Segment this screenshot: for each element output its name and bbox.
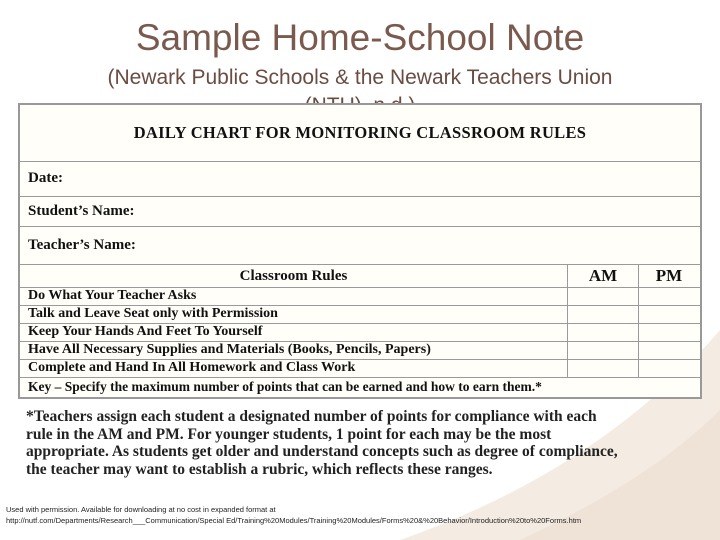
- key-row: Key – Specify the maximum number of points that can be earned and how to earn them.*: [28, 379, 542, 394]
- source-credit: [6, 504, 718, 526]
- footnote-line: appropriate. As students get older and understand concepts such as degree of compliance,: [26, 443, 618, 460]
- rule-am-cell: [568, 305, 639, 323]
- rule-am-cell: [568, 359, 639, 377]
- date-row: [20, 161, 700, 197]
- rule-row: [20, 341, 700, 360]
- footnote-line: *Teachers assign each student a designated number of points for compliance with each: [26, 408, 597, 425]
- rule-row: [20, 305, 700, 324]
- rule-am-cell: [568, 323, 639, 341]
- rules-header-row: [20, 265, 700, 288]
- rule-text: Do What Your Teacher Asks: [20, 287, 568, 305]
- footnote-line: the teacher may want to establish a rubric, which reflects these ranges.: [26, 460, 493, 478]
- daily-chart: [18, 103, 702, 399]
- rule-text: Complete and Hand In All Homework and Class Work: [20, 359, 568, 377]
- rule-text: Keep Your Hands And Feet To Yourself: [20, 323, 568, 341]
- slide-title: Sample Home-School Note: [135, 17, 585, 58]
- rule-row: [20, 287, 700, 306]
- am-column-header: AM: [568, 265, 639, 287]
- slide-subtitle: (Newark Public Schools & the Newark Teachers Union: [107, 66, 613, 89]
- rule-pm-cell: [639, 323, 699, 341]
- rule-row: [20, 359, 700, 378]
- footnote-line: rule in the AM and PM. For younger students, 1 point for each may be the most: [26, 425, 552, 443]
- credit-permission: Used with permission. Available for downloading at no cost in expanded format at: [6, 505, 276, 514]
- rule-pm-cell: [639, 341, 699, 359]
- pm-column-header: PM: [655, 266, 683, 285]
- rule-text: Have All Necessary Supplies and Materials (Books, Pencils, Papers): [20, 341, 568, 359]
- teacher-name-row: [20, 227, 700, 265]
- teacher-name-label: Teacher’s Name:: [28, 237, 136, 253]
- rules-column-header: Classroom Rules: [20, 265, 568, 287]
- credit-url[interactable]: http://nutf.com/Departments/Research___Communication/Special Ed/Training%20Modules/Training%20Modules/Forms%20&%20Behavior/Introduction%20to%20Forms.htm: [6, 516, 582, 525]
- rule-pm-cell: [639, 287, 699, 305]
- rule-pm-cell: [639, 359, 699, 377]
- student-name-label: Student’s Name:: [28, 203, 135, 219]
- student-name-row: [20, 197, 700, 227]
- rule-am-cell: [568, 287, 639, 305]
- slide-subtitle-overflow: [0, 92, 720, 103]
- chart-heading: DAILY CHART FOR MONITORING CLASSROOM RULES: [20, 105, 700, 162]
- rule-row: [20, 323, 700, 342]
- rule-am-cell: [568, 341, 639, 359]
- rule-pm-cell: [639, 305, 699, 323]
- date-label: Date:: [28, 170, 63, 186]
- footnote: [26, 408, 696, 478]
- rule-text: Talk and Leave Seat only with Permission: [20, 305, 568, 323]
